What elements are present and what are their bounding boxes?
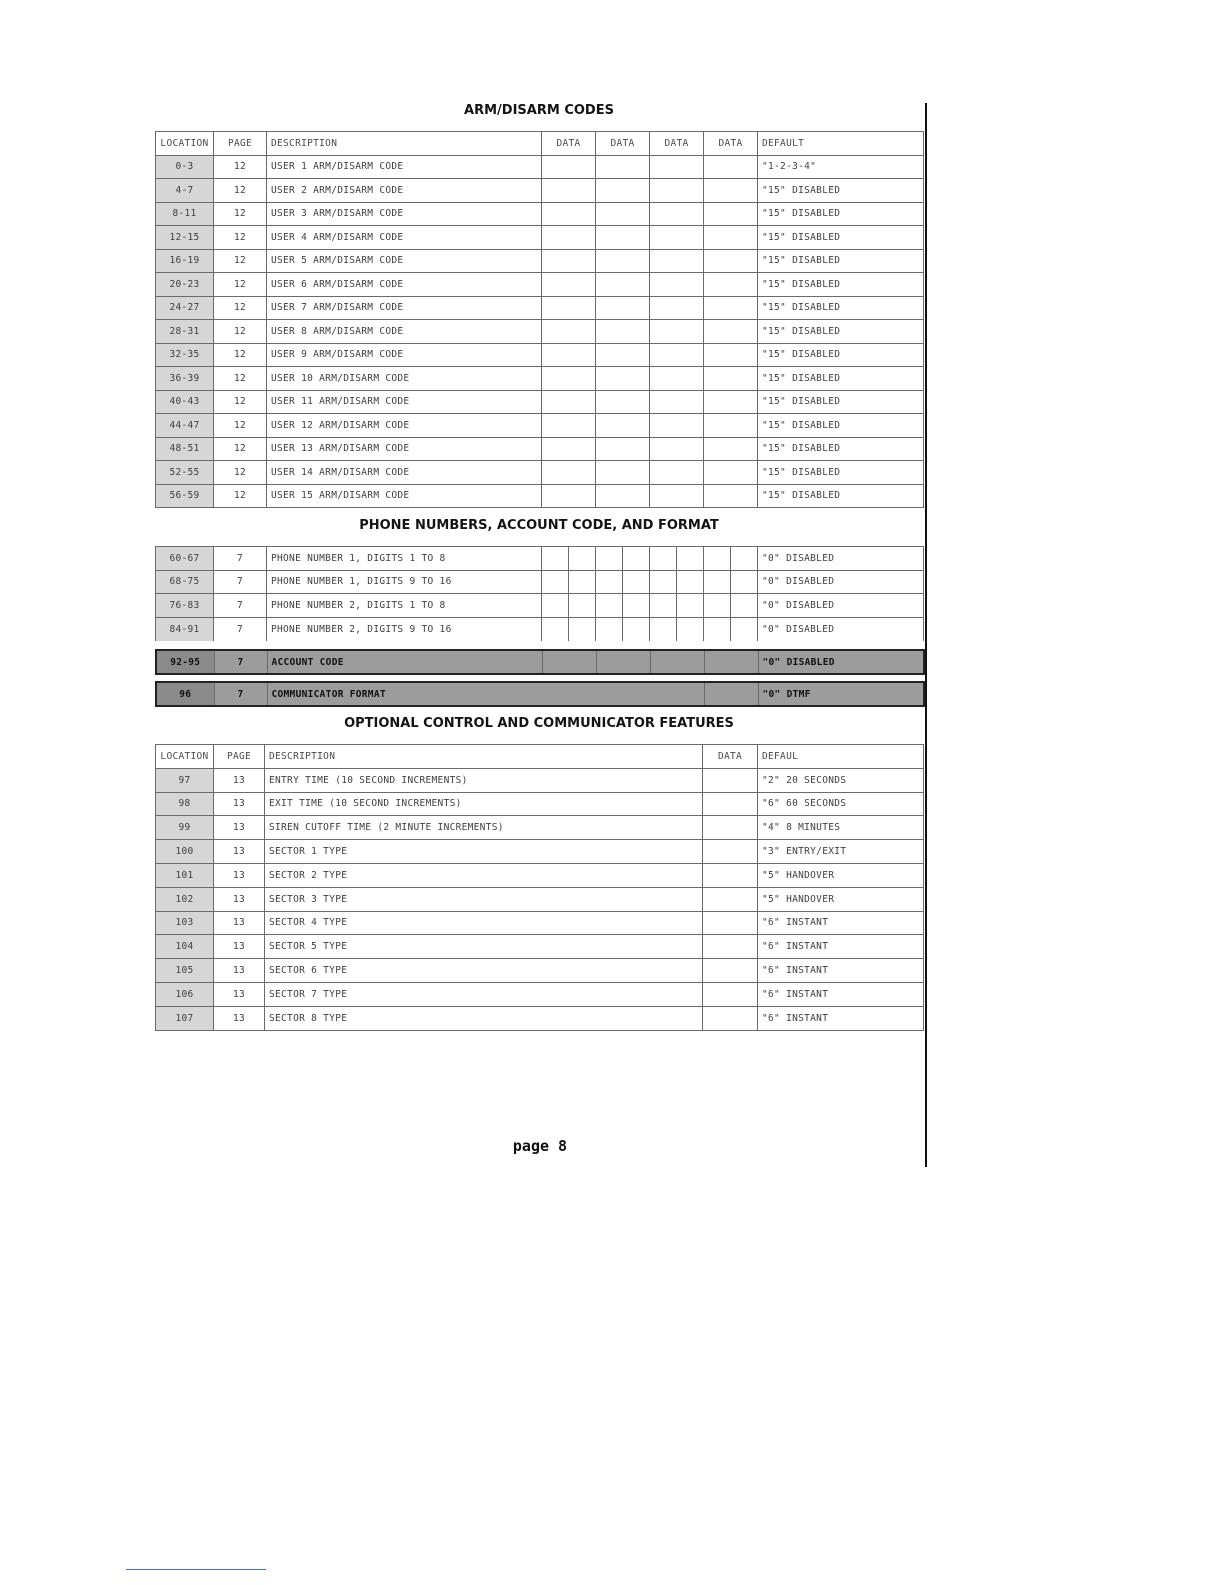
default-cell: "15" DISABLED [758, 226, 924, 250]
page-cell: 7 [214, 570, 267, 594]
page-cell: 13 [214, 959, 265, 983]
location-cell: 68-75 [156, 570, 214, 594]
table-row [156, 273, 924, 297]
digit-cell[interactable] [650, 594, 677, 618]
page-cell: 12 [214, 484, 267, 508]
description-cell: PHONE NUMBER 1, DIGITS 9 TO 16 [267, 570, 542, 594]
table-row [156, 935, 924, 959]
data-cell[interactable] [650, 461, 704, 485]
location-cell: 99 [156, 816, 214, 840]
default-cell: "0" DISABLED [758, 617, 924, 641]
data-cell[interactable] [704, 461, 758, 485]
default-cell: "15" DISABLED [758, 202, 924, 226]
digit-cell[interactable] [623, 547, 650, 571]
communicator-format-row [156, 682, 924, 706]
default-cell: "1-2-3-4" [758, 155, 924, 179]
data-cell[interactable] [704, 414, 758, 438]
data-cell[interactable] [542, 202, 596, 226]
table-header-row [156, 132, 924, 156]
data-cell[interactable] [596, 367, 650, 391]
digit-cell[interactable] [731, 594, 758, 618]
table-row [156, 959, 924, 983]
page-cell: 13 [214, 887, 265, 911]
description-cell: PHONE NUMBER 2, DIGITS 1 TO 8 [267, 594, 542, 618]
digit-cell[interactable] [542, 617, 569, 641]
data-cell[interactable] [650, 343, 704, 367]
digit-cell[interactable] [731, 617, 758, 641]
default-cell: "0" DISABLED [758, 594, 924, 618]
data-cell[interactable] [596, 226, 650, 250]
default-cell: "5" HANDOVER [758, 887, 924, 911]
header-cell: DEFAUL [758, 745, 924, 769]
location-cell: 24-27 [156, 296, 214, 320]
data-cell[interactable] [650, 296, 704, 320]
data-cell[interactable] [596, 390, 650, 414]
header-cell: DATA [704, 132, 758, 156]
location-cell: 107 [156, 1006, 214, 1030]
data-cell[interactable] [596, 155, 650, 179]
data-cell[interactable] [542, 484, 596, 508]
default-cell: "0" DISABLED [758, 570, 924, 594]
description-cell: PHONE NUMBER 1, DIGITS 1 TO 8 [267, 547, 542, 571]
table-row [156, 296, 924, 320]
header-cell: PAGE [214, 745, 265, 769]
location-cell: 102 [156, 887, 214, 911]
data-cell[interactable] [650, 155, 704, 179]
digit-cell[interactable] [596, 570, 623, 594]
data-cell[interactable] [703, 935, 758, 959]
header-cell: DEFAULT [758, 132, 924, 156]
digit-cell[interactable] [542, 594, 569, 618]
page-cell: 12 [214, 343, 267, 367]
page-cell: 13 [214, 935, 265, 959]
table-row [156, 226, 924, 250]
default-cell: "15" DISABLED [758, 296, 924, 320]
table-row [156, 570, 924, 594]
table-row [156, 1006, 924, 1030]
data-cell[interactable] [650, 320, 704, 344]
default-cell: "0" DISABLED [758, 547, 924, 571]
default-cell: "3" ENTRY/EXIT [758, 840, 924, 864]
description-cell: USER 14 ARM/DISARM CODE [267, 461, 542, 485]
data-cell[interactable] [542, 320, 596, 344]
data-cell[interactable] [704, 226, 758, 250]
header-cell: DATA [650, 132, 704, 156]
data-cell[interactable] [703, 863, 758, 887]
account-code-row [156, 650, 924, 674]
description-cell: USER 1 ARM/DISARM CODE [267, 155, 542, 179]
location-cell: 60-67 [156, 547, 214, 571]
table-row [156, 547, 924, 571]
communicator-format-table [155, 681, 925, 707]
page-cell: 12 [214, 249, 267, 273]
digit-cell[interactable] [677, 547, 704, 571]
page-cell: 12 [214, 202, 267, 226]
default-cell: "2" 20 SECONDS [758, 768, 924, 792]
table-row [156, 367, 924, 391]
description-cell: ENTRY TIME (10 SECOND INCREMENTS) [265, 768, 703, 792]
digit-cell[interactable] [677, 594, 704, 618]
data-cell[interactable] [650, 226, 704, 250]
header-cell: LOCATION [156, 132, 214, 156]
description-cell: USER 3 ARM/DISARM CODE [267, 202, 542, 226]
page-cell: 12 [214, 367, 267, 391]
default-cell: "15" DISABLED [758, 179, 924, 203]
location-cell: 4-7 [156, 179, 214, 203]
description-cell: ACCOUNT CODE [267, 650, 542, 674]
location-cell: 76-83 [156, 594, 214, 618]
data-cell[interactable] [650, 367, 704, 391]
location-cell: 12-15 [156, 226, 214, 250]
page-cell: 12 [214, 390, 267, 414]
location-cell: 48-51 [156, 437, 214, 461]
data-cell[interactable] [542, 367, 596, 391]
page-cell: 7 [214, 547, 267, 571]
page-cell: 12 [214, 273, 267, 297]
default-cell: "15" DISABLED [758, 390, 924, 414]
data-cell[interactable] [704, 650, 758, 674]
digit-cell[interactable] [650, 617, 677, 641]
data-cell[interactable] [596, 650, 650, 674]
location-cell: 105 [156, 959, 214, 983]
data-cell[interactable] [596, 202, 650, 226]
location-cell: 96 [156, 682, 214, 706]
page-cell: 7 [214, 594, 267, 618]
data-cell[interactable] [542, 179, 596, 203]
page-cell: 12 [214, 414, 267, 438]
default-cell: "15" DISABLED [758, 249, 924, 273]
data-cell[interactable] [596, 273, 650, 297]
header-cell: DESCRIPTION [267, 132, 542, 156]
right-margin-rule [925, 103, 927, 1167]
location-cell: 0-3 [156, 155, 214, 179]
default-cell: "6" INSTANT [758, 911, 924, 935]
data-cell[interactable] [704, 320, 758, 344]
page-cell: 13 [214, 911, 265, 935]
table-row [156, 768, 924, 792]
data-cell[interactable] [704, 179, 758, 203]
data-cell[interactable] [596, 414, 650, 438]
page-cell: 7 [214, 617, 267, 641]
digit-cell[interactable] [623, 594, 650, 618]
digit-cell[interactable] [542, 570, 569, 594]
default-cell: "6" INSTANT [758, 935, 924, 959]
default-cell: "15" DISABLED [758, 414, 924, 438]
page-cell: 13 [214, 768, 265, 792]
data-cell[interactable] [650, 273, 704, 297]
description-cell: USER 11 ARM/DISARM CODE [267, 390, 542, 414]
optional-features-heading: OPTIONAL CONTROL AND COMMUNICATOR FEATURES [344, 716, 734, 731]
location-cell: 106 [156, 982, 214, 1006]
digit-cell[interactable] [623, 570, 650, 594]
data-cell[interactable] [596, 249, 650, 273]
table-row [156, 461, 924, 485]
table-row [156, 840, 924, 864]
default-cell: "6" 60 SECONDS [758, 792, 924, 816]
digit-cell[interactable] [704, 570, 731, 594]
digit-cell[interactable] [650, 570, 677, 594]
description-cell: USER 9 ARM/DISARM CODE [267, 343, 542, 367]
table-row [156, 343, 924, 367]
description-cell: SECTOR 5 TYPE [265, 935, 703, 959]
data-cell[interactable] [703, 792, 758, 816]
data-cell[interactable] [596, 484, 650, 508]
page-cell: 13 [214, 816, 265, 840]
location-cell: 28-31 [156, 320, 214, 344]
data-cell[interactable] [703, 887, 758, 911]
location-cell: 52-55 [156, 461, 214, 485]
default-cell: "0" DTMF [758, 682, 924, 706]
table-row [156, 484, 924, 508]
location-cell: 92-95 [156, 650, 214, 674]
description-cell: USER 7 ARM/DISARM CODE [267, 296, 542, 320]
digit-cell[interactable] [704, 594, 731, 618]
description-cell: SECTOR 8 TYPE [265, 1006, 703, 1030]
data-cell[interactable] [703, 982, 758, 1006]
table-row [156, 249, 924, 273]
table-header-row [156, 745, 924, 769]
data-cell[interactable] [650, 249, 704, 273]
header-cell: LOCATION [156, 745, 214, 769]
default-cell: "15" DISABLED [758, 484, 924, 508]
data-cell[interactable] [650, 179, 704, 203]
data-cell[interactable] [703, 840, 758, 864]
header-cell: DATA [542, 132, 596, 156]
digit-cell[interactable] [731, 570, 758, 594]
table-row [156, 414, 924, 438]
default-cell: "6" INSTANT [758, 959, 924, 983]
digit-cell[interactable] [569, 570, 596, 594]
page-cell: 13 [214, 792, 265, 816]
data-cell[interactable] [703, 1006, 758, 1030]
digit-cell[interactable] [731, 547, 758, 571]
location-cell: 16-19 [156, 249, 214, 273]
data-cell[interactable] [704, 155, 758, 179]
location-cell: 101 [156, 863, 214, 887]
default-cell: "0" DISABLED [758, 650, 924, 674]
description-cell: USER 5 ARM/DISARM CODE [267, 249, 542, 273]
digit-cell[interactable] [569, 617, 596, 641]
location-cell: 84-91 [156, 617, 214, 641]
data-cell[interactable] [704, 273, 758, 297]
default-cell: "15" DISABLED [758, 461, 924, 485]
data-cell[interactable] [542, 437, 596, 461]
phone-numbers-heading: PHONE NUMBERS, ACCOUNT CODE, AND FORMAT [359, 518, 719, 533]
data-cell[interactable] [542, 414, 596, 438]
table-row [156, 202, 924, 226]
page-cell: 12 [214, 179, 267, 203]
default-cell: "6" INSTANT [758, 982, 924, 1006]
location-cell: 100 [156, 840, 214, 864]
default-cell: "4" 8 MINUTES [758, 816, 924, 840]
data-cell[interactable] [703, 816, 758, 840]
location-cell: 8-11 [156, 202, 214, 226]
description-cell: USER 8 ARM/DISARM CODE [267, 320, 542, 344]
description-cell: EXIT TIME (10 SECOND INCREMENTS) [265, 792, 703, 816]
description-cell: PHONE NUMBER 2, DIGITS 9 TO 16 [267, 617, 542, 641]
optional-features-table [155, 744, 924, 1031]
description-cell: USER 10 ARM/DISARM CODE [267, 367, 542, 391]
location-cell: 20-23 [156, 273, 214, 297]
arm-disarm-heading: ARM/DISARM CODES [464, 103, 614, 118]
table-row [156, 887, 924, 911]
data-cell[interactable] [542, 390, 596, 414]
description-cell: SECTOR 3 TYPE [265, 887, 703, 911]
data-cell[interactable] [542, 249, 596, 273]
data-cell[interactable] [704, 296, 758, 320]
page-cell: 12 [214, 437, 267, 461]
location-cell: 104 [156, 935, 214, 959]
location-cell: 44-47 [156, 414, 214, 438]
table-row [156, 863, 924, 887]
data-cell[interactable] [704, 437, 758, 461]
default-cell: "15" DISABLED [758, 343, 924, 367]
page-cell: 12 [214, 461, 267, 485]
table-row [156, 816, 924, 840]
data-cell[interactable] [542, 461, 596, 485]
page-cell: 7 [214, 650, 267, 674]
description-cell: USER 6 ARM/DISARM CODE [267, 273, 542, 297]
data-cell[interactable] [704, 682, 758, 706]
description-cell: SECTOR 4 TYPE [265, 911, 703, 935]
location-cell: 97 [156, 768, 214, 792]
default-cell: "5" HANDOVER [758, 863, 924, 887]
default-cell: "15" DISABLED [758, 273, 924, 297]
location-cell: 56-59 [156, 484, 214, 508]
digit-cell[interactable] [677, 617, 704, 641]
default-cell: "15" DISABLED [758, 320, 924, 344]
digit-cell[interactable] [623, 617, 650, 641]
description-cell: COMMUNICATOR FORMAT [267, 682, 704, 706]
digit-cell[interactable] [542, 547, 569, 571]
table-row [156, 982, 924, 1006]
page-cell: 13 [214, 1006, 265, 1030]
description-cell: USER 13 ARM/DISARM CODE [267, 437, 542, 461]
data-cell[interactable] [703, 911, 758, 935]
data-cell[interactable] [650, 414, 704, 438]
digit-cell[interactable] [569, 547, 596, 571]
digit-cell[interactable] [596, 617, 623, 641]
location-cell: 40-43 [156, 390, 214, 414]
description-cell: SIREN CUTOFF TIME (2 MINUTE INCREMENTS) [265, 816, 703, 840]
data-cell[interactable] [704, 390, 758, 414]
digit-cell[interactable] [650, 547, 677, 571]
data-cell[interactable] [596, 437, 650, 461]
table-row [156, 594, 924, 618]
table-row [156, 320, 924, 344]
default-cell: "6" INSTANT [758, 1006, 924, 1030]
page-cell: 12 [214, 226, 267, 250]
data-cell[interactable] [650, 390, 704, 414]
arm-disarm-table [155, 131, 924, 508]
description-cell: SECTOR 6 TYPE [265, 959, 703, 983]
table-row [156, 155, 924, 179]
page-cell: 7 [214, 682, 267, 706]
data-cell[interactable] [704, 249, 758, 273]
table-row [156, 617, 924, 641]
page-cell: 13 [214, 982, 265, 1006]
description-cell: USER 2 ARM/DISARM CODE [267, 179, 542, 203]
data-cell[interactable] [704, 484, 758, 508]
default-cell: "15" DISABLED [758, 437, 924, 461]
digit-cell[interactable] [596, 547, 623, 571]
table-row [156, 390, 924, 414]
header-cell: DATA [703, 745, 758, 769]
description-cell: SECTOR 7 TYPE [265, 982, 703, 1006]
digit-cell[interactable] [677, 570, 704, 594]
location-cell: 98 [156, 792, 214, 816]
data-cell[interactable] [542, 155, 596, 179]
data-cell[interactable] [542, 296, 596, 320]
header-cell: DESCRIPTION [265, 745, 703, 769]
table-row [156, 437, 924, 461]
data-cell[interactable] [542, 273, 596, 297]
location-cell: 36-39 [156, 367, 214, 391]
data-cell[interactable] [596, 461, 650, 485]
page-number: page 8 [512, 1137, 568, 1155]
bottom-link-underline [126, 1569, 266, 1570]
description-cell: USER 4 ARM/DISARM CODE [267, 226, 542, 250]
description-cell: USER 12 ARM/DISARM CODE [267, 414, 542, 438]
header-cell: PAGE [214, 132, 267, 156]
location-cell: 103 [156, 911, 214, 935]
location-cell: 32-35 [156, 343, 214, 367]
digit-cell[interactable] [569, 594, 596, 618]
data-cell[interactable] [596, 296, 650, 320]
phone-numbers-table [155, 546, 924, 641]
data-cell[interactable] [542, 226, 596, 250]
data-cell[interactable] [704, 202, 758, 226]
data-cell[interactable] [650, 484, 704, 508]
page-cell: 12 [214, 155, 267, 179]
table-row [156, 911, 924, 935]
description-cell: SECTOR 2 TYPE [265, 863, 703, 887]
page-cell: 13 [214, 863, 265, 887]
digit-cell[interactable] [596, 594, 623, 618]
data-cell[interactable] [596, 343, 650, 367]
data-cell[interactable] [703, 768, 758, 792]
table-row [156, 179, 924, 203]
digit-cell[interactable] [704, 617, 731, 641]
data-cell[interactable] [542, 343, 596, 367]
page-cell: 13 [214, 840, 265, 864]
data-cell[interactable] [704, 343, 758, 367]
digit-cell[interactable] [704, 547, 731, 571]
page-cell: 12 [214, 296, 267, 320]
data-cell[interactable] [704, 367, 758, 391]
description-cell: USER 15 ARM/DISARM CODE [267, 484, 542, 508]
account-code-table [155, 649, 925, 675]
table-row [156, 792, 924, 816]
description-cell: SECTOR 1 TYPE [265, 840, 703, 864]
data-cell[interactable] [650, 437, 704, 461]
default-cell: "15" DISABLED [758, 367, 924, 391]
page-cell: 12 [214, 320, 267, 344]
data-cell[interactable] [703, 959, 758, 983]
data-cell[interactable] [650, 202, 704, 226]
data-cell[interactable] [650, 650, 704, 674]
header-cell: DATA [596, 132, 650, 156]
data-cell[interactable] [596, 179, 650, 203]
data-cell[interactable] [596, 320, 650, 344]
data-cell[interactable] [542, 650, 596, 674]
